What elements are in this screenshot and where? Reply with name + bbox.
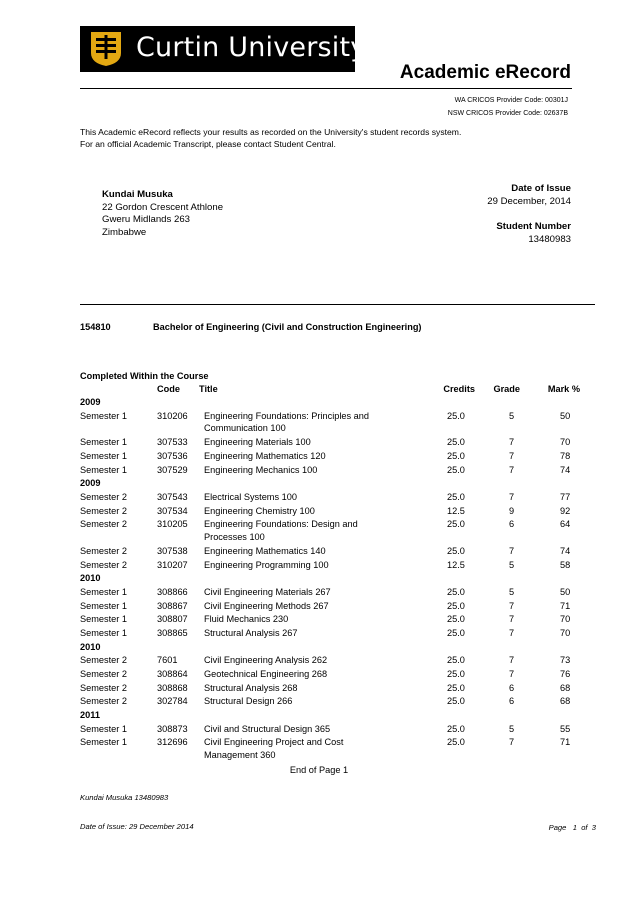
- cell-grade: 5: [509, 723, 515, 734]
- cell-grade: 6: [509, 519, 515, 530]
- student-number-value: 13480983: [528, 233, 571, 245]
- cell-mark: 77: [560, 491, 571, 502]
- cell-mark: 73: [560, 655, 571, 666]
- section-heading: Completed Within the Course: [80, 371, 209, 381]
- university-logo: [80, 26, 367, 72]
- cell-title: Civil Engineering Materials 267: [204, 586, 331, 597]
- results-table: [80, 396, 580, 763]
- university-name: Curtin University: [136, 32, 367, 63]
- cell-code: 7601: [157, 655, 178, 666]
- cell-semester: Semester 2: [80, 669, 127, 679]
- table-row: [80, 559, 580, 573]
- cell-code: 307529: [157, 464, 188, 475]
- cell-title: Engineering Foundations: Principles and Communication 100: [204, 410, 369, 434]
- year-heading: 2011: [80, 710, 100, 721]
- issue-date-label: Date of Issue: [511, 183, 571, 194]
- table-row: [80, 410, 580, 437]
- cell-grade: 7: [509, 737, 515, 748]
- cell-mark: 64: [560, 519, 571, 530]
- intro-line-2: For an official Academic Transcript, please contact Student Central.: [80, 139, 336, 149]
- table-row: [80, 464, 580, 478]
- cell-title: Engineering Chemistry 100: [204, 505, 315, 516]
- cell-code: 308873: [157, 723, 188, 734]
- cell-credits: 25.0: [447, 545, 465, 556]
- cell-mark: 74: [560, 545, 571, 556]
- cell-grade: 7: [509, 627, 515, 638]
- col-header-code: Code: [157, 384, 180, 394]
- cell-semester: Semester 1: [80, 627, 127, 638]
- cell-credits: 25.0: [447, 586, 465, 597]
- cell-credits: 25.0: [447, 737, 465, 748]
- cell-title: Civil and Structural Design 365: [204, 723, 331, 734]
- footer-issue-date: Date of Issue: 29 December 2014: [80, 822, 194, 831]
- table-row: [80, 654, 580, 668]
- cell-title: Structural Design 266: [204, 696, 293, 707]
- cell-mark: 50: [560, 586, 571, 597]
- cell-mark: 68: [560, 696, 571, 707]
- cell-code: 302784: [157, 696, 188, 707]
- table-row: [80, 491, 580, 505]
- page-of: of: [581, 823, 588, 832]
- cell-credits: 25.0: [447, 614, 465, 625]
- table-row: [80, 518, 580, 545]
- cell-mark: 71: [560, 737, 571, 748]
- intro-line-1: This Academic eRecord reflects your results as recorded on the University's student records system.: [80, 127, 462, 137]
- issue-date-value: 29 December, 2014: [487, 195, 571, 207]
- footer-student-ref: Kundai Musuka 13480983: [80, 793, 169, 802]
- page-indicator: [549, 823, 596, 832]
- cell-mark: 70: [560, 614, 571, 625]
- col-header-grade: Grade: [493, 384, 520, 394]
- crest-icon: [89, 31, 123, 67]
- cell-title: Engineering Foundations: Design and Processes 100: [204, 519, 358, 543]
- cell-mark: 74: [560, 464, 571, 475]
- cell-semester: Semester 1: [80, 450, 127, 461]
- cell-grade: 7: [509, 450, 515, 461]
- page-title: Academic eRecord: [399, 62, 571, 83]
- year-heading: 2009: [80, 478, 101, 489]
- cell-semester: Semester 2: [80, 696, 127, 707]
- cell-mark: 58: [560, 559, 571, 570]
- cell-mark: 76: [560, 669, 571, 679]
- cell-credits: 12.5: [447, 559, 465, 570]
- cell-code: 307534: [157, 505, 188, 516]
- cell-code: 308807: [157, 614, 188, 625]
- cell-code: 310207: [157, 559, 188, 570]
- cell-grade: 7: [509, 655, 515, 666]
- cell-semester: Semester 2: [80, 545, 127, 556]
- cell-credits: 25.0: [447, 410, 465, 421]
- cell-title: Geotechnical Engineering 268: [204, 669, 328, 679]
- address-line-2: Gweru Midlands 263: [102, 214, 190, 225]
- cell-mark: 92: [560, 505, 571, 516]
- cell-code: 308866: [157, 586, 188, 597]
- table-row: [80, 695, 580, 709]
- cell-code: 307533: [157, 437, 188, 448]
- cell-code: 310206: [157, 410, 188, 421]
- header-divider: [80, 88, 572, 89]
- cell-title: Fluid Mechanics 230: [204, 614, 289, 625]
- cell-mark: 70: [560, 437, 571, 448]
- cell-semester: Semester 1: [80, 586, 127, 597]
- cell-semester: Semester 2: [80, 655, 127, 666]
- cell-title: Civil Engineering Project and Cost Management 360: [204, 737, 344, 761]
- issue-info: [487, 183, 571, 246]
- cell-credits: 25.0: [447, 491, 465, 502]
- cell-credits: 25.0: [447, 696, 465, 707]
- cell-title: Civil Engineering Analysis 262: [204, 655, 328, 666]
- table-row: [80, 682, 580, 696]
- cell-grade: 5: [509, 559, 515, 570]
- table-row: [80, 723, 580, 737]
- student-number-label: Student Number: [496, 221, 571, 232]
- cell-semester: Semester 1: [80, 437, 127, 448]
- cell-code: 307538: [157, 545, 188, 556]
- page-label: Page: [548, 823, 567, 832]
- cell-semester: Semester 2: [80, 682, 127, 693]
- table-row: [80, 600, 580, 614]
- cell-credits: 12.5: [447, 505, 465, 516]
- cell-title: Engineering Mathematics 140: [204, 545, 326, 556]
- cell-title: Structural Analysis 268: [204, 682, 298, 693]
- cell-credits: 25.0: [447, 450, 465, 461]
- section-divider: [80, 304, 595, 305]
- cell-code: 308868: [157, 682, 188, 693]
- cell-mark: 78: [560, 450, 571, 461]
- address-country: Zimbabwe: [102, 226, 147, 238]
- col-header-mark: Mark %: [547, 384, 580, 394]
- cell-title: Engineering Mechanics 100: [204, 464, 318, 475]
- cell-credits: 25.0: [447, 669, 465, 679]
- cell-semester: Semester 1: [80, 614, 127, 625]
- cell-grade: 7: [509, 491, 515, 502]
- page-number: 1: [572, 823, 577, 832]
- cell-semester: Semester 1: [80, 464, 127, 475]
- cell-semester: Semester 2: [80, 519, 127, 530]
- cell-semester: Semester 2: [80, 505, 127, 516]
- table-row: [80, 586, 580, 600]
- cell-credits: 25.0: [447, 723, 465, 734]
- cell-grade: 6: [509, 682, 515, 693]
- cell-grade: 7: [509, 614, 515, 625]
- cell-credits: 25.0: [447, 437, 465, 448]
- cell-grade: 7: [509, 669, 515, 679]
- end-of-page: End of Page 1: [289, 765, 349, 775]
- course-name: Bachelor of Engineering (Civil and Construction Engineering): [153, 322, 422, 332]
- cell-credits: 25.0: [447, 655, 465, 666]
- year-heading: 2010: [80, 573, 101, 584]
- cell-code: 308867: [157, 600, 188, 611]
- col-header-title: Title: [199, 384, 218, 394]
- cell-mark: 68: [560, 682, 571, 693]
- cricos-nsw: NSW CRICOS Provider Code: 02637B: [447, 110, 568, 117]
- cell-credits: 25.0: [447, 464, 465, 475]
- cricos-wa: WA CRICOS Provider Code: 00301J: [454, 97, 568, 104]
- cell-grade: 7: [509, 600, 515, 611]
- year-heading: 2010: [80, 641, 101, 652]
- table-row: [80, 668, 580, 682]
- cell-title: Engineering Programming 100: [204, 559, 329, 570]
- cell-code: 310205: [157, 519, 188, 530]
- table-row: [80, 505, 580, 519]
- cell-title: Electrical Systems 100: [204, 491, 297, 502]
- cell-grade: 7: [509, 545, 515, 556]
- cell-title: Engineering Materials 100: [204, 437, 311, 448]
- year-heading: 2009: [80, 397, 101, 407]
- cell-grade: 5: [509, 410, 515, 421]
- student-name: Kundai Musuka: [102, 189, 173, 200]
- cell-semester: Semester 1: [80, 737, 127, 748]
- cell-code: 307536: [157, 450, 188, 461]
- cell-credits: 25.0: [447, 627, 465, 638]
- course-code: 154810: [80, 322, 111, 332]
- cell-title: Engineering Mathematics 120: [204, 450, 326, 461]
- cell-code: 307543: [157, 491, 188, 502]
- cell-grade: 7: [509, 464, 515, 475]
- cell-code: 312696: [157, 737, 188, 748]
- address-line-1: 22 Gordon Crescent Athlone: [102, 201, 224, 213]
- cell-semester: Semester 2: [80, 559, 127, 570]
- cell-code: 308864: [157, 669, 188, 679]
- cell-grade: 9: [509, 505, 515, 516]
- cell-credits: 25.0: [447, 519, 465, 530]
- table-row: [80, 545, 580, 559]
- page-total: 3: [591, 823, 596, 832]
- table-row: [80, 436, 580, 450]
- table-row: [80, 736, 580, 763]
- cell-grade: 7: [509, 437, 515, 448]
- cell-semester: Semester 2: [80, 491, 127, 502]
- cell-code: 308865: [157, 627, 188, 638]
- cell-title: Structural Analysis 267: [204, 627, 298, 638]
- table-row: [80, 613, 580, 627]
- cell-grade: 5: [509, 586, 515, 597]
- cell-mark: 71: [560, 600, 571, 611]
- cell-mark: 55: [560, 723, 571, 734]
- intro-text: [80, 126, 461, 150]
- cell-semester: Semester 1: [80, 723, 127, 734]
- cell-credits: 25.0: [447, 682, 465, 693]
- student-address: [102, 189, 223, 239]
- table-row: [80, 627, 580, 641]
- col-header-credits: Credits: [443, 384, 475, 394]
- cell-credits: 25.0: [447, 600, 465, 611]
- cell-grade: 6: [509, 696, 515, 707]
- cell-semester: Semester 1: [80, 410, 127, 421]
- cell-semester: Semester 1: [80, 600, 127, 611]
- cell-mark: 70: [560, 627, 571, 638]
- table-row: [80, 450, 580, 464]
- cell-mark: 50: [560, 410, 571, 421]
- cell-title: Civil Engineering Methods 267: [204, 600, 329, 611]
